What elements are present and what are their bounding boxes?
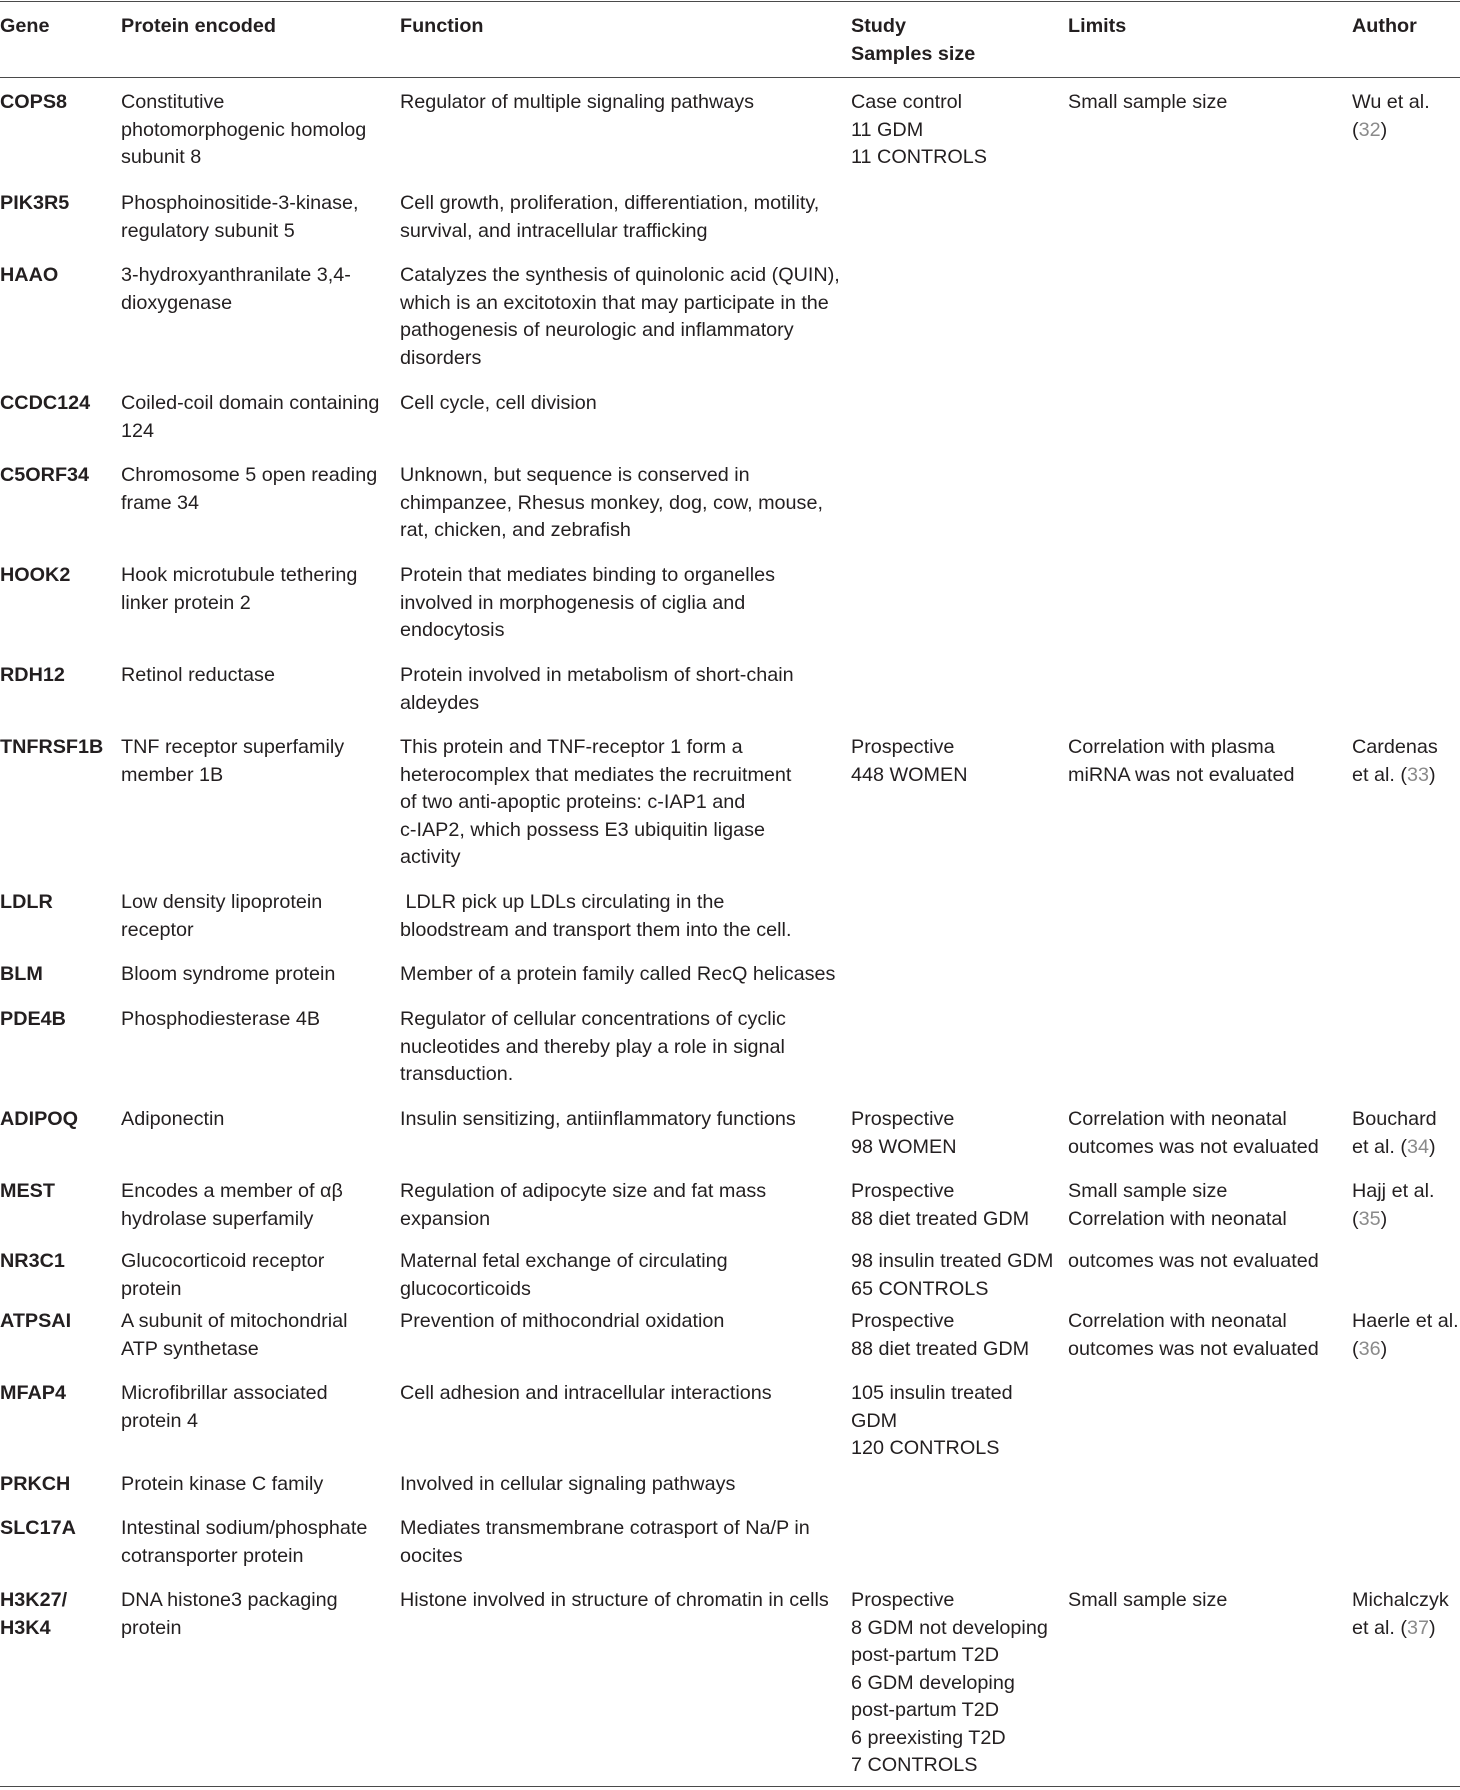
author-name: Michalczyk et al. xyxy=(1352,1589,1449,1639)
table-cell-function: Maternal fetal exchange of circulating glucocorticoids xyxy=(400,1250,728,1300)
table-cell-study: Prospective 98 WOMEN xyxy=(851,1108,957,1158)
table-cell-function: Protein involved in metabolism of short-chain aldeydes xyxy=(400,664,794,714)
table-cell-protein: Constitutive photomorphogenic homolog subunit 8 xyxy=(121,91,367,168)
reference-link[interactable]: 32 xyxy=(1358,118,1381,141)
table-cell-protein: TNF receptor superfamily member 1B xyxy=(121,736,345,786)
reference-link[interactable]: 33 xyxy=(1406,763,1429,786)
table-cell-function: Prevention of mithocondrial oxidation xyxy=(400,1310,725,1332)
table-cell-protein: Phosphoinositide-3-kinase, regulatory subunit 5 xyxy=(121,192,359,242)
reference-link[interactable]: 36 xyxy=(1358,1337,1381,1360)
table-cell-protein: Encodes a member of αβ hydrolase superfamily xyxy=(121,1180,343,1230)
table-cell-function: LDLR pick up LDLs circulating in the bloodstream and transport them into the cell. xyxy=(400,891,792,941)
table-cell-function: Regulator of multiple signaling pathways xyxy=(400,91,755,113)
table-cell-function: Cell growth, proliferation, differentiation, motility, survival, and intracellular trafficking xyxy=(400,192,820,242)
table-cell-protein: Low density lipoprotein receptor xyxy=(121,891,323,941)
table-cell-protein: Protein kinase C family xyxy=(121,1473,324,1495)
table-cell-function: Histone involved in structure of chromatin in cells xyxy=(400,1589,829,1611)
author-name: Haerle et al. xyxy=(1352,1310,1459,1332)
table-cell-limits: Small sample size xyxy=(1068,91,1228,113)
table-cell-study: Prospective 88 diet treated GDM xyxy=(851,1180,1030,1230)
table-cell-limits: Correlation with neonatal outcomes was not evaluated xyxy=(1068,1310,1319,1360)
table-cell-gene: PIK3R5 xyxy=(0,192,70,214)
table-cell-protein: Retinol reductase xyxy=(121,664,275,686)
header-gene: Gene xyxy=(0,15,50,37)
table-cell-protein: Coiled-coil domain containing 124 xyxy=(121,392,380,442)
table-cell-limits: outcomes was not evaluated xyxy=(1068,1250,1319,1272)
table-cell-function: Insulin sensitizing, antiinflammatory functions xyxy=(400,1108,796,1130)
table-cell-study: 105 insulin treated GDM 120 CONTROLS xyxy=(851,1382,1013,1459)
table-cell-gene: MFAP4 xyxy=(0,1382,66,1404)
table-cell-function: Unknown, but sequence is conserved in chimpanzee, Rhesus monkey, dog, cow, mouse, rat, chicken, and zebrafish xyxy=(400,464,823,541)
header-rule xyxy=(0,77,1460,78)
table-cell-function: Protein that mediates binding to organelles involved in morphogenesis of ciglia and endocytosis xyxy=(400,564,775,641)
table-cell-gene: PRKCH xyxy=(0,1473,71,1495)
table-cell-gene: COPS8 xyxy=(0,91,68,113)
table-cell-protein: Bloom syndrome protein xyxy=(121,963,336,985)
table-cell-function: Cell adhesion and intracellular interactions xyxy=(400,1382,772,1404)
table-cell-limits: Correlation with plasma miRNA was not evaluated xyxy=(1068,736,1295,786)
table-cell-gene: MEST xyxy=(0,1180,55,1202)
bottom-rule xyxy=(0,1786,1460,1787)
table-cell-gene: C5ORF34 xyxy=(0,464,90,486)
table-cell-protein: Intestinal sodium/phosphate cotransporter protein xyxy=(121,1517,368,1567)
table-cell-gene: ADIPOQ xyxy=(0,1108,79,1130)
table-cell-gene: SLC17A xyxy=(0,1517,76,1539)
table-cell-author: Haerle et al. (36) xyxy=(1352,1310,1459,1360)
table-cell-author: Wu et al. (32) xyxy=(1352,91,1430,141)
reference-link[interactable]: 37 xyxy=(1406,1616,1429,1639)
table-cell-function: This protein and TNF-receptor 1 form a heterocomplex that mediates the recruitment of two anti-apoptic proteins: c-IAP1 and c-IAP2, which possess E3 ubiquitin ligase activity xyxy=(400,736,792,868)
author-name: Wu et al. xyxy=(1352,91,1430,113)
table-cell-gene: HOOK2 xyxy=(0,564,71,586)
table-cell-gene: H3K27/ H3K4 xyxy=(0,1589,68,1639)
table-cell-study: Prospective 8 GDM not developing post-partum T2D 6 GDM developing post-partum T2D 6 preexisting T2D 7 CONTROLS xyxy=(851,1589,1048,1776)
table-cell-author: Bouchard et al. (34) xyxy=(1352,1108,1437,1158)
table-cell-function: Mediates transmembrane cotrasport of Na/P in oocites xyxy=(400,1517,810,1567)
table-cell-protein: Chromosome 5 open reading frame 34 xyxy=(121,464,378,514)
table-cell-protein: Adiponectin xyxy=(121,1108,225,1130)
author-name: Cardenas et al. xyxy=(1352,736,1438,786)
table-cell-function: Member of a protein family called RecQ helicases xyxy=(400,963,836,985)
table-cell-limits: Correlation with neonatal outcomes was not evaluated xyxy=(1068,1108,1319,1158)
table-cell-protein: Microfibrillar associated protein 4 xyxy=(121,1382,328,1432)
table-cell-protein: 3-hydroxyanthranilate 3,4- dioxygenase xyxy=(121,264,351,314)
table-cell-limits: Small sample size xyxy=(1068,1589,1228,1611)
table-cell-function: Cell cycle, cell division xyxy=(400,392,597,414)
table-cell-study: Prospective 88 diet treated GDM xyxy=(851,1310,1030,1360)
table-cell-function: Catalyzes the synthesis of quinolonic acid (QUIN), which is an excitotoxin that may participate in the pathogenesis of neurologic and inflammatory disorders xyxy=(400,264,840,369)
table-cell-protein: Hook microtubule tethering linker protein 2 xyxy=(121,564,358,614)
table-cell-author: Michalczyk et al. (37) xyxy=(1352,1589,1449,1639)
table-cell-gene: BLM xyxy=(0,963,43,985)
table-cell-study: 98 insulin treated GDM 65 CONTROLS xyxy=(851,1250,1054,1300)
table-cell-function: Regulation of adipocyte size and fat mass expansion xyxy=(400,1180,767,1230)
table-cell-author: Hajj et al. (35) xyxy=(1352,1180,1435,1230)
table-cell-gene: NR3C1 xyxy=(0,1250,65,1272)
table-cell-gene: HAAO xyxy=(0,264,59,286)
table-cell-study: Prospective 448 WOMEN xyxy=(851,736,968,786)
top-rule xyxy=(0,1,1460,2)
table-cell-gene: ATPSAI xyxy=(0,1310,72,1332)
table-cell-limits: Small sample size Correlation with neonatal xyxy=(1068,1180,1287,1230)
header-study: Study Samples size xyxy=(851,15,976,65)
table-cell-protein: DNA histone3 packaging protein xyxy=(121,1589,338,1639)
author-name: Bouchard et al. xyxy=(1352,1108,1437,1158)
header-author: Author xyxy=(1352,15,1417,37)
table-cell-author: Cardenas et al. (33) xyxy=(1352,736,1438,786)
table-cell-study: Case control 11 GDM 11 CONTROLS xyxy=(851,91,987,168)
reference-link[interactable]: 34 xyxy=(1406,1135,1429,1158)
header-limits: Limits xyxy=(1068,15,1127,37)
table-cell-gene: LDLR xyxy=(0,891,53,913)
table-cell-gene: CCDC124 xyxy=(0,392,91,414)
table-cell-protein: Phosphodiesterase 4B xyxy=(121,1008,321,1030)
header-protein-encoded: Protein encoded xyxy=(121,15,276,37)
table-cell-gene: PDE4B xyxy=(0,1008,66,1030)
reference-link[interactable]: 35 xyxy=(1358,1207,1381,1230)
header-function: Function xyxy=(400,15,484,37)
author-name: Hajj et al. xyxy=(1352,1180,1435,1202)
table-cell-function: Regulator of cellular concentrations of cyclic nucleotides and thereby play a role in signal transduction. xyxy=(400,1008,786,1085)
table-cell-protein: Glucocorticoid receptor protein xyxy=(121,1250,325,1300)
table-cell-function: Involved in cellular signaling pathways xyxy=(400,1473,736,1495)
table-cell-gene: TNFRSF1B xyxy=(0,736,104,758)
table-cell-protein: A subunit of mitochondrial ATP synthetase xyxy=(121,1310,348,1360)
table-cell-gene: RDH12 xyxy=(0,664,65,686)
